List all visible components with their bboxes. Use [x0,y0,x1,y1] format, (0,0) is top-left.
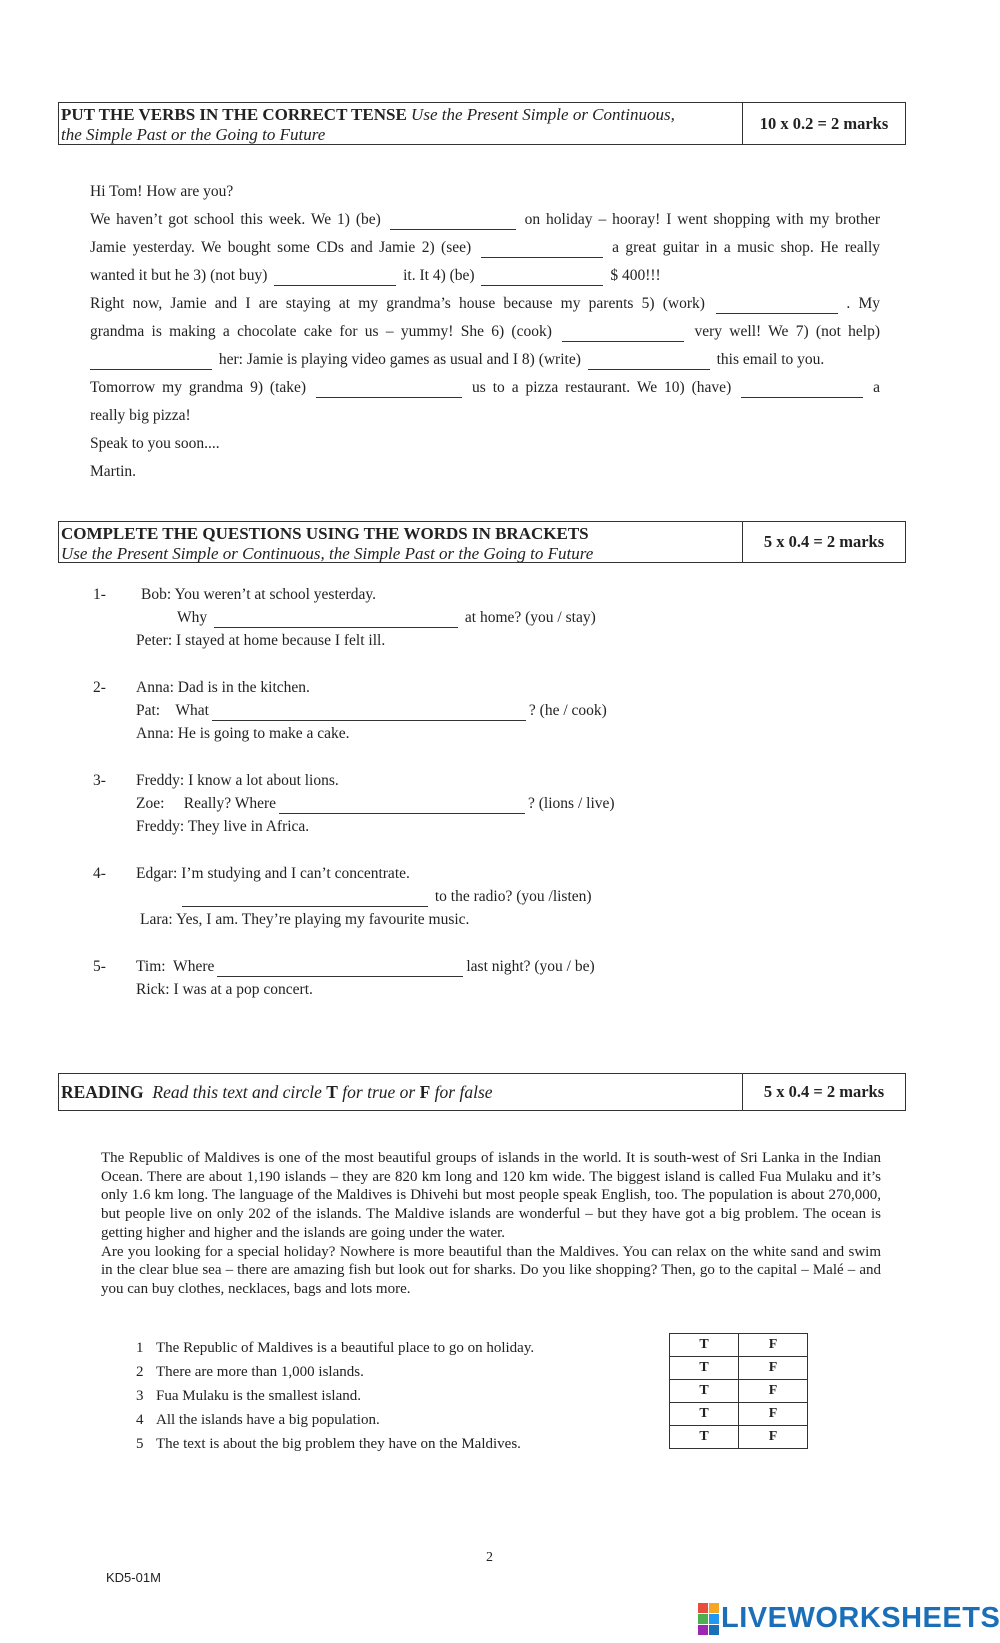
letter-line: Speak to you soon.... [90,435,220,452]
true-false-table [669,1333,808,1449]
letter-text: Right now, Jamie and I are staying at my grandma’s house because my parents 5) (work) [90,295,705,312]
logo-text: LIVEWORKSHEETS [721,1602,1000,1634]
answer-2-input[interactable] [481,239,603,258]
question-line: Freddy: I know a lot about lions. [136,772,339,789]
question-text: to the radio? (you /listen) [434,888,592,905]
question-text: last night? (you / be) [466,958,595,975]
question-line [136,700,607,722]
statement-text: All the islands have a big population. [156,1412,380,1428]
document-code: KD5-01M [106,1570,161,1585]
tf-row [670,1380,808,1403]
false-option-2[interactable]: F [739,1357,808,1380]
reading-text [101,1149,881,1299]
letter-text: We haven’t got school this week. We 1) (be) [90,211,381,228]
question-text: Pat: What [136,702,209,719]
section3-title-bold: READING [61,1082,144,1102]
question-line: Bob: You weren’t at school yesterday. [141,586,377,603]
letter-text: a great guitar in a music shop. He really [612,239,880,256]
reading-paragraph: The Republic of Maldives is one of the most beautiful groups of islands in the world. It is south-west of Sri Lanka in the Indian Ocean. There are about 1,190 islands – they are 820 km long and 120 km wide. The biggest island is called Fua Mulaku and it’s only 1.6 km long. The language of the Maldives is Dhivehi but most people speak English, too. The population is about 270,000, but people live on only 202 of the islands. The Maldive islands are wonderful – but they have got a big problem. The ocean is getting higher and higher and the islands are going under the water. [101,1150,881,1241]
question-text: Why [177,609,208,626]
statement [136,1360,364,1384]
letter-text: grandma is making a chocolate cake for us – yummy! She 6) (cook) [90,323,552,340]
letter-line [90,374,880,402]
question-line: Anna: Dad is in the kitchen. [136,679,310,696]
section3-title-f: F [419,1082,431,1102]
answer-4-input[interactable] [481,267,603,286]
tf-row [670,1403,808,1426]
false-option-4[interactable]: F [739,1403,808,1426]
question-5-input[interactable] [217,958,463,977]
answer-5-input[interactable] [716,295,838,314]
letter-text: it. It 4) (be) [403,267,475,284]
section3-title-t: T [326,1082,338,1102]
liveworksheets-logo[interactable] [698,1602,1000,1635]
question-text: ? (lions / live) [528,795,615,812]
answer-6-input[interactable] [562,323,684,342]
reading-paragraph: Are you looking for a special holiday? Nowhere is more beautiful than the Maldives. You can relax on the white sand and swim in the clear blue sea – there are amazing fish but look out for sharks. Do you like shopping? Then, go to the capital – Malé – and you can buy clothes, necklaces, bags and lots more. [101,1243,881,1297]
letter-line [90,234,880,262]
answer-3-input[interactable] [274,267,396,286]
answer-9-input[interactable] [316,379,462,398]
letter-line [90,262,880,290]
statement [136,1408,380,1432]
section1-marks: 10 x 0.2 = 2 marks [742,103,905,144]
section3-title-italic: Read this text and circle [152,1082,327,1102]
true-option-2[interactable]: T [670,1357,739,1380]
section1-header [58,102,906,145]
true-option-1[interactable]: T [670,1334,739,1357]
statement-text: The text is about the big problem they have on the Maldives. [156,1436,521,1452]
section3-header [58,1073,906,1111]
tf-row [670,1334,808,1357]
question-number: 5- [93,958,106,975]
statement-number: 4 [136,1412,144,1428]
statement-number: 1 [136,1340,144,1356]
tf-row [670,1426,808,1449]
letter-line [90,346,880,374]
statement-number: 5 [136,1436,144,1452]
question-3-input[interactable] [279,795,525,814]
letter-text: Jamie yesterday. We bought some CDs and Jamie 2) (see) [90,239,472,256]
question-line: Lara: Yes, I am. They’re playing my favourite music. [140,911,470,928]
letter-line [90,206,880,234]
letter-text: very well! We 7) (not help) [694,323,881,340]
question-line: Rick: I was at a pop concert. [136,981,313,998]
section1-title-italic-2: the Simple Past or the Going to Future [61,125,326,144]
section2-title [59,522,742,562]
statement [136,1384,361,1408]
answer-8-input[interactable] [588,351,710,370]
letter-greeting: Hi Tom! How are you? [90,183,234,200]
letter-text: a [873,379,881,396]
question-number: 4- [93,865,106,882]
question-text: at home? (you / stay) [464,609,596,626]
letter-text: her: Jamie is playing video games as usual and I 8) (write) [218,351,581,368]
section2-header [58,521,906,563]
letter-line: really big pizza! [90,407,191,424]
letter-text: us to a pizza restaurant. We 10) (have) [471,379,732,396]
section1-title [59,103,742,144]
section3-title [59,1074,742,1110]
question-2-input[interactable] [212,702,526,721]
false-option-3[interactable]: F [739,1380,808,1403]
statement-number: 3 [136,1388,144,1404]
letter-line [90,318,880,346]
statement-text: The Republic of Maldives is a beautiful place to go on holiday. [156,1340,535,1356]
true-option-4[interactable]: T [670,1403,739,1426]
section3-marks: 5 x 0.4 = 2 marks [742,1074,905,1110]
tf-row [670,1357,808,1380]
logo-icon [698,1603,719,1635]
statement-number: 2 [136,1364,144,1380]
section2-marks: 5 x 0.4 = 2 marks [742,522,905,562]
question-number: 3- [93,772,106,789]
question-1-input[interactable] [214,609,458,628]
true-option-5[interactable]: T [670,1426,739,1449]
answer-10-input[interactable] [741,379,863,398]
question-number: 1- [93,586,106,603]
question-line: Freddy: They live in Africa. [136,818,310,835]
letter-text: . My [846,295,881,312]
answer-1-input[interactable] [390,211,516,230]
section3-title-italic: for false [430,1082,493,1102]
letter-signature: Martin. [90,463,137,480]
letter-line [90,290,880,318]
question-line: Peter: I stayed at home because I felt ill. [136,632,386,649]
letter-text: wanted it but he 3) (not buy) [90,267,268,284]
false-option-5[interactable]: F [739,1426,808,1449]
question-4-input[interactable] [182,888,428,907]
false-option-1[interactable]: F [739,1334,808,1357]
letter [90,178,880,486]
question-text: ? (he / cook) [528,702,607,719]
statement [136,1336,534,1360]
section3-title-italic: for true or [337,1082,420,1102]
question-text: Zoe: Really? Where [136,795,277,812]
question-number: 2- [93,679,106,696]
question-text: Tim: Where [136,958,215,975]
answer-7-input[interactable] [90,351,212,370]
question-line [182,886,592,908]
question-line [136,956,595,978]
section2-title-italic: Use the Present Simple or Continuous, the Simple Past or the Going to Future [61,544,594,563]
section1-title-italic: Use the Present Simple or Continuous, [406,105,675,124]
question-line: Anna: He is going to make a cake. [136,725,350,742]
section1-title-bold: PUT THE VERBS IN THE CORRECT TENSE [61,105,407,124]
letter-text: this email to you. [716,351,825,368]
letter-text: Tomorrow my grandma 9) (take) [90,379,307,396]
letter-text: $ 400!!! [610,267,661,284]
page-number: 2 [486,1550,493,1565]
question-line: Edgar: I’m studying and I can’t concentrate. [136,865,410,882]
statement-text: Fua Mulaku is the smallest island. [156,1388,361,1404]
question-line [136,793,615,815]
section2-title-bold: COMPLETE THE QUESTIONS USING THE WORDS IN BRACKETS [61,524,589,543]
statement [136,1432,521,1456]
letter-text: on holiday – hooray! I went shopping with my brother [524,211,880,228]
true-option-3[interactable]: T [670,1380,739,1403]
question-line [177,607,596,629]
statement-text: There are more than 1,000 islands. [156,1364,364,1380]
